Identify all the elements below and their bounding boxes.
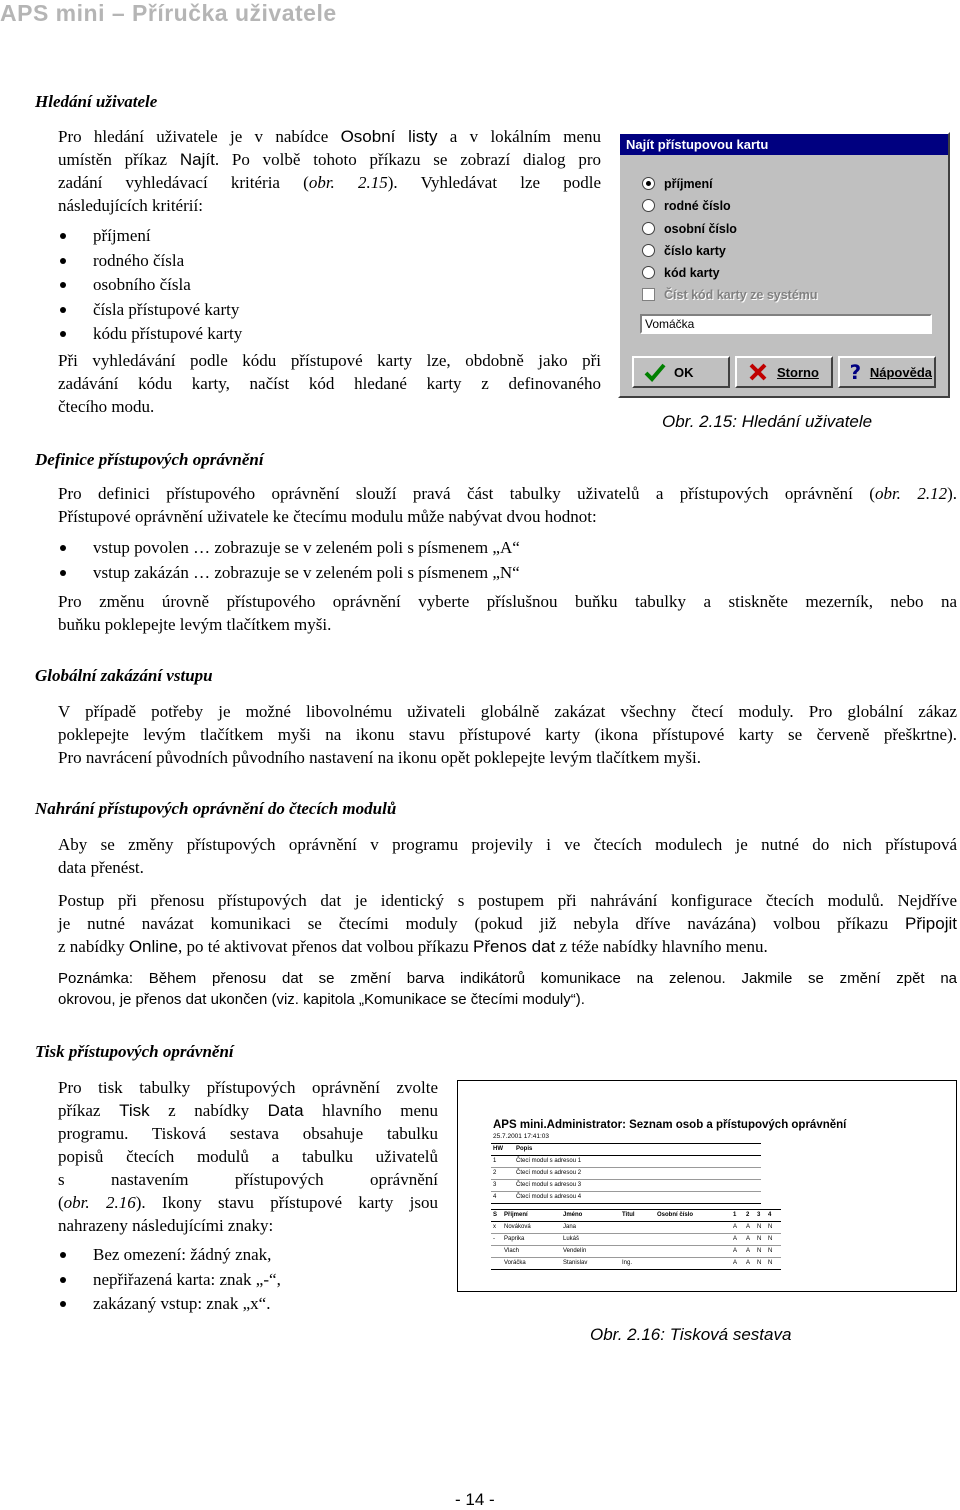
table-row-cell: Čtecí modul s adresou 3 <box>516 1182 582 1188</box>
checkmark-icon <box>644 361 666 383</box>
section-heading-hledani: Hledání uživatele <box>35 92 158 111</box>
report-title: APS mini.Administrator: Seznam osob a přístupových oprávnění <box>493 1119 847 1131</box>
divider <box>491 1257 781 1258</box>
list-item: osobního čísla <box>58 273 242 298</box>
menu-online: Online <box>128 937 178 956</box>
storno-button[interactable]: Storno <box>735 356 833 388</box>
radio-icon <box>642 222 655 235</box>
list-item: nepřiřazená karta: znak „-“, <box>58 1268 281 1293</box>
table-row-cell: Čtecí modul s adresou 4 <box>516 1194 582 1200</box>
report-modules-hw-header: HW <box>493 1146 503 1152</box>
report-modules-popis-header: Popis <box>516 1146 533 1152</box>
report-users-header-titul: Titul <box>622 1212 635 1218</box>
table-row-cell: 1 <box>493 1158 497 1164</box>
list-item: kódu přístupové karty <box>58 322 242 347</box>
list-item: Bez omezení: žádný znak, <box>58 1243 281 1268</box>
radio-icon <box>642 266 655 279</box>
figure-caption-2-15: Obr. 2.15: Hledání uživatele <box>662 412 873 431</box>
sec2-paragraph-1: Pro definici přístupového oprávnění slouží pravá část tabulky uživatelů a přístupových oprávnění (obr. 2.12). Přístupové oprávnění uživatele ke čtecímu modulu může nabývat dvou hodnot: <box>58 484 957 526</box>
sec1-paragraph-1: Pro hledání uživatele je v nabídce Osobní listy a v lokálním menu umístěn příkaz Najít. Po volbě tohoto příkazu se zobrazí dialog pro zadání vyhledávací kritéria (obr. 2.15). Vyhledávat lze podle následujících kritérií: <box>58 127 602 215</box>
sec4-paragraph-1: Aby se změny přístupových oprávnění v programu projevily i ve čtecích modulech je nutné do nich přístupová data přenést. <box>58 835 957 877</box>
command-tisk: Tisk <box>119 1101 150 1120</box>
table-row-cell: 3 <box>493 1182 497 1188</box>
divider <box>491 1143 761 1144</box>
divider <box>491 1233 781 1234</box>
report-users-header-m3: 3 <box>757 1212 761 1218</box>
divider <box>491 1203 761 1204</box>
cross-icon <box>747 361 769 383</box>
page-header-title: APS mini – Příručka uživatele <box>0 0 337 26</box>
divider <box>491 1269 781 1270</box>
sec1-criteria-list <box>58 224 242 347</box>
radio-icon <box>642 244 655 257</box>
command-pripojit: Připojit <box>905 914 957 933</box>
sec2-paragraph-2: Pro změnu úrovně přístupového oprávnění vyberte příslušnou buňku tabulky a stiskněte mezerník, nebo na buňku poklepejte levým tlačítkem myši. <box>58 592 957 634</box>
command-najit: Najít <box>179 150 215 169</box>
section-heading-globalni: Globální zakázání vstupu <box>35 666 213 685</box>
radio-cislo-karty[interactable]: číslo karty <box>642 243 726 259</box>
report-users-header-m1: 1 <box>733 1212 737 1218</box>
report-users-header-m2: 2 <box>746 1212 750 1218</box>
ref-obr-2-16: obr. 2.16 <box>63 1193 136 1212</box>
report-users-header-m4: 4 <box>768 1212 772 1218</box>
menu-data: Data <box>267 1101 304 1120</box>
report-users-header-osobni: Osobní číslo <box>657 1212 694 1218</box>
menu-osobni-listy: Osobní listy <box>340 127 438 146</box>
sec5-symbols-list <box>58 1243 281 1317</box>
search-input[interactable]: Vomáčka <box>640 314 932 334</box>
question-icon <box>846 361 866 383</box>
ref-obr-2-12: obr. 2.12 <box>874 484 948 503</box>
table-row-cell: 2 <box>493 1170 497 1176</box>
list-item: čísla přístupové karty <box>58 298 242 323</box>
checkbox-cist-kod[interactable]: Číst kód karty ze systému <box>642 287 818 303</box>
report-date: 25.7.2001 17:41:03 <box>493 1133 550 1140</box>
list-item: vstup zakázán … zobrazuje se v zeleném poli s písmenem „N“ <box>58 561 520 586</box>
ok-button[interactable]: OK <box>632 356 730 388</box>
section-heading-definice: Definice přístupových oprávnění <box>35 450 264 469</box>
command-prenos-dat: Přenos dat <box>473 937 556 956</box>
table-row-cell: Čtecí modul s adresou 2 <box>516 1170 582 1176</box>
table-row-cell: 4 <box>493 1194 497 1200</box>
divider <box>491 1167 761 1168</box>
divider <box>491 1155 761 1156</box>
list-item: zakázaný vstup: znak „x“. <box>58 1292 281 1317</box>
figure-caption-2-16: Obr. 2.16: Tisková sestava <box>590 1325 792 1344</box>
section-heading-nahrani: Nahrání přístupových oprávnění do čtecích modulů <box>35 799 397 818</box>
radio-rodne-cislo[interactable]: rodné číslo <box>642 198 731 214</box>
print-report-preview: APS mini.Administrator: Seznam osob a přístupových oprávnění 25.7.2001 17:41:03 HW Popis 1 Čtecí modul s adresou 1 2 Čtecí modul s adresou 2 3 Čtecí modul s adresou 3 4 Čtecí modul s adresou 4 S Příjmení Jméno Titul Osobní číslo 1 2 3 4 x Nováková Jana A A N N - Paprika Lukáš A A N N Vlach Vendelín A A N N Voráčka Stanislav Ing. A A N N <box>457 1080 957 1292</box>
list-item: rodného čísla <box>58 249 242 274</box>
radio-osobni-cislo[interactable]: osobní číslo <box>642 221 737 237</box>
sec4-note: Poznámka: Během přenosu dat se změní barva indikátorů komunikace na zelenou. Jakmile se změní zpět na okrovou, je přenos dat ukončen (viz. kapitola „Komunikace se čtecími moduly“). <box>58 970 957 1008</box>
checkbox-icon <box>642 288 655 301</box>
dialog-title: Najít přístupovou kartu <box>620 134 948 155</box>
sec4-paragraph-2: Postup při přenosu přístupových dat je identický s postupem při nahrávání konfigurace čtecích modulů. Nejdříve je nutné navázat komunikaci se čtecími moduly (pokud již nebyla dříve navázána) volbou příkazu Připojit z nabídky Online, po té aktivovat přenos dat volbou příkazu Přenos dat z téže nabídky hlavního menu. <box>58 891 957 956</box>
table-row-cell: Čtecí modul s adresou 1 <box>516 1158 582 1164</box>
report-users-header-s: S <box>493 1212 498 1218</box>
sec1-paragraph-2: Při vyhledávání podle kódu přístupové karty lze, obdobně jako při zadávání kódu karty, načíst kód hledané karty z definovaného čtecího modu. <box>58 351 601 416</box>
svg-text:?: ? <box>849 361 862 383</box>
report-users-header-jmeno: Jméno <box>563 1212 583 1218</box>
list-item: vstup povolen … zobrazuje se v zeleném poli s písmenem „A“ <box>58 536 520 561</box>
radio-prijmeni[interactable]: příjmení <box>642 176 713 192</box>
sec3-paragraph: V případě potřeby je možné libovolnému uživateli globálně zakázat všechny čtecí moduly. Pro globální zákaz poklepejte levým tlačítkem myši na ikonu stavu přístupové karty (ikona přístupové karty se červeně přeškrtne). Pro navrácení původních původního nastavení na ikonu opět poklepejte levým tlačítkem myši. <box>58 702 957 767</box>
section-heading-tisk: Tisk přístupových oprávnění <box>35 1042 234 1061</box>
find-card-dialog <box>618 132 950 398</box>
radio-kod-karty[interactable]: kód karty <box>642 265 720 281</box>
report-users-header-prijmeni: Příjmení <box>504 1212 528 1218</box>
list-item: příjmení <box>58 224 242 249</box>
divider <box>491 1191 761 1192</box>
ref-obr-2-15: obr. 2.15 <box>308 173 388 192</box>
help-button[interactable]: ? Nápověda <box>838 356 936 388</box>
page-number: - 14 - <box>455 1490 495 1509</box>
divider <box>491 1221 781 1222</box>
divider <box>491 1179 761 1180</box>
divider <box>491 1245 781 1246</box>
radio-icon <box>642 199 655 212</box>
radio-selected-icon <box>642 177 655 190</box>
sec5-paragraph: Pro tisk tabulky přístupových oprávnění zvolte příkaz Tisk z nabídky Data hlavního menu programu. Tisková sestava obsahuje tabulku popisů čtecích modulů a tabulku uživatelů s nastavením přístupových oprávnění (obr. 2.16). Ikony stavu přístupové karty jsou nahrazeny následujícími znaky: <box>58 1078 439 1235</box>
divider <box>491 1209 781 1210</box>
sec2-values-list <box>58 536 520 585</box>
